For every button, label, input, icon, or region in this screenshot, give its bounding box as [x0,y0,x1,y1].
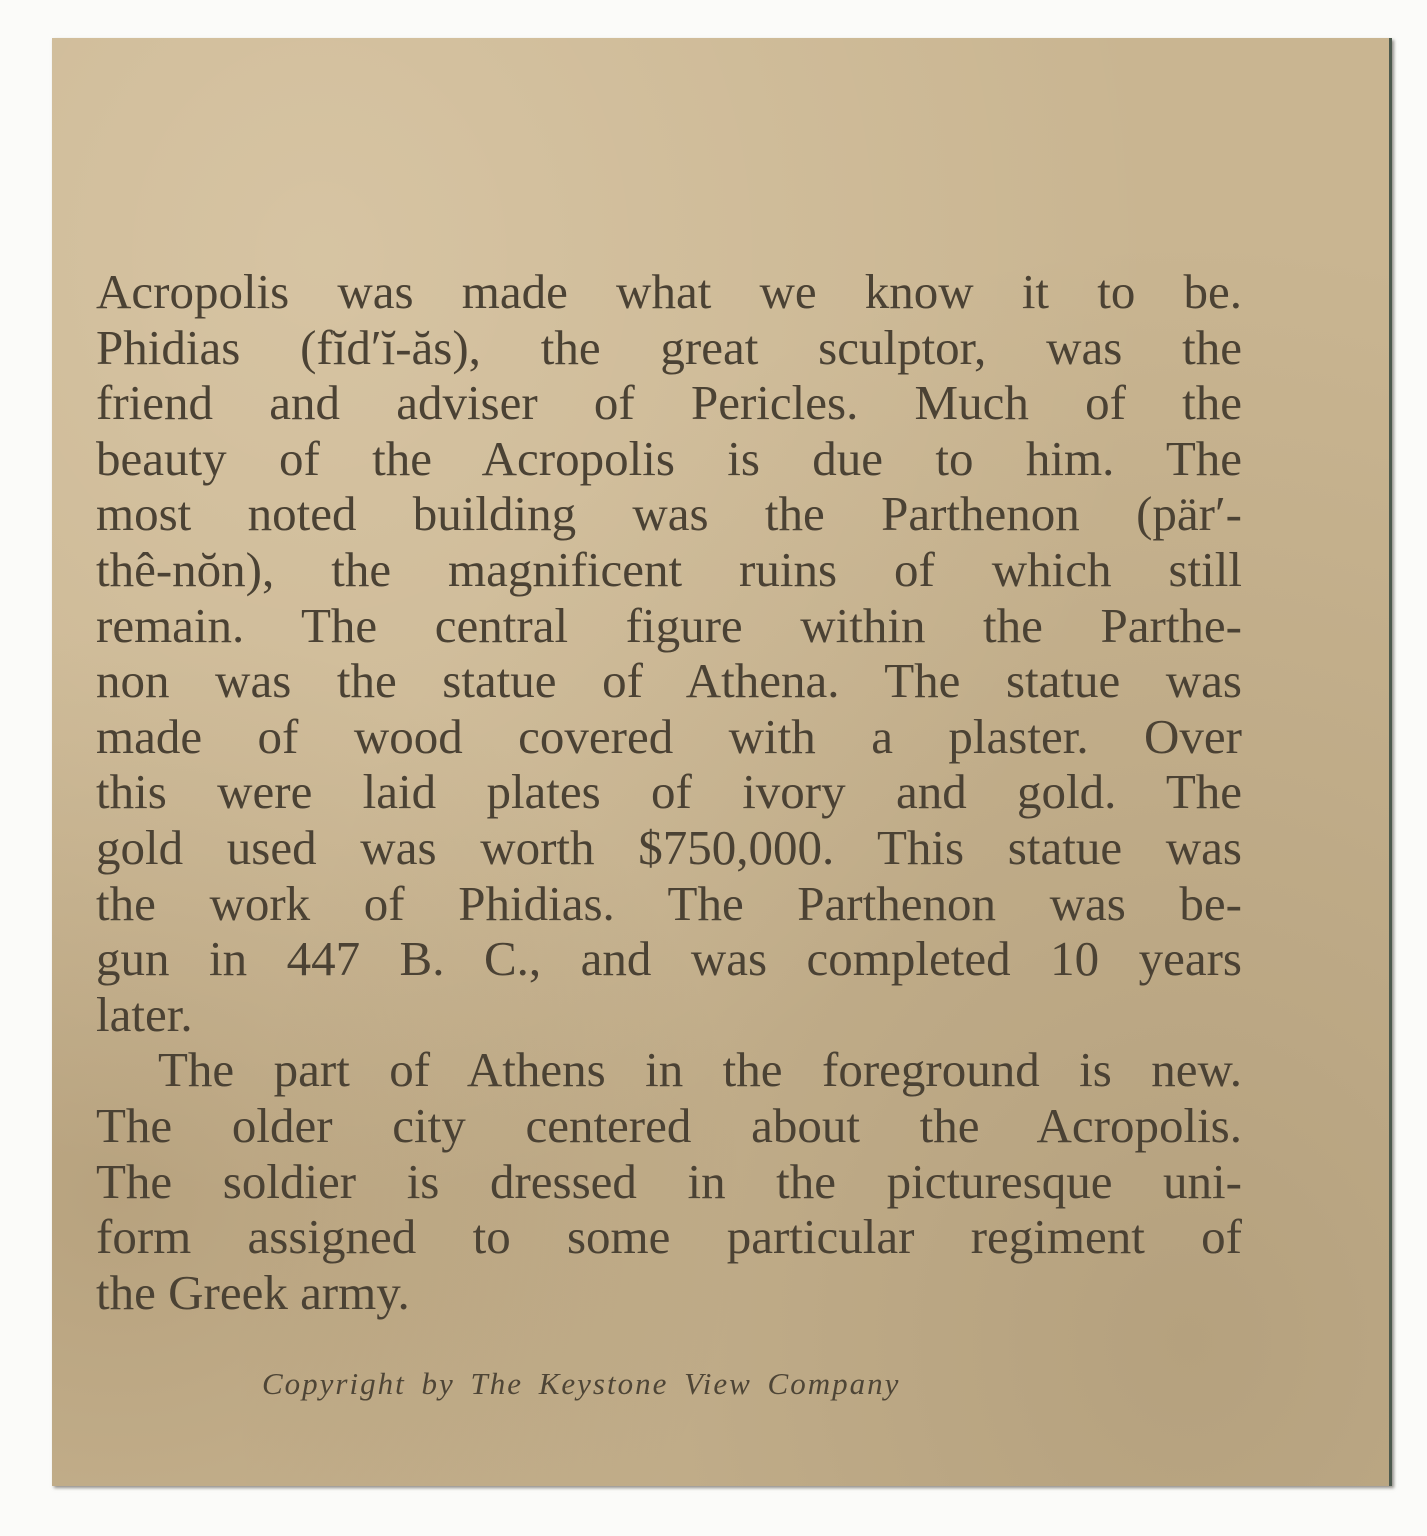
text-line: non was the statue of Athena. The statue was [96,653,1242,709]
text-line: the work of Phidias. The Parthenon was be- [96,875,1242,931]
text-line: Acropolis was made what we know it to be. [96,264,1242,319]
copyright-line: Copyright by The Keystone View Company [262,1366,901,1401]
text-line: thê-nŏn), the magnificent ruins of which still [96,541,1242,597]
text-line: gun in 447 B. C., and was completed 10 years [96,931,1242,987]
text-line: form assigned to some particular regiment of [96,1209,1242,1265]
text-line: friend and adviser of Pericles. Much of the [96,375,1242,431]
text-line: made of wood covered with a plaster. Over [96,708,1242,764]
text-line: most noted building was the Parthenon (pär′- [96,486,1242,542]
card-body-text [96,264,1242,1320]
text-line: remain. The central figure within the Parthe- [96,597,1242,653]
text-line: gold used was worth $750,000. This statue was [96,819,1242,875]
text-line: beauty of the Acropolis is due to him. The [96,430,1242,486]
text-line: the Greek army. [96,1264,410,1320]
text-line: The part of Athens in the foreground is new. [158,1042,1242,1098]
text-line: this were laid plates of ivory and gold. The [96,764,1242,820]
stereoview-card-back [52,38,1392,1486]
text-line: The older city centered about the Acropolis. [96,1097,1242,1153]
text-line: Phidias (fĭd′ĭ-ăs), the great sculptor, was the [96,319,1242,375]
text-line: The soldier is dressed in the picturesque uni- [96,1153,1242,1209]
text-line: later. [96,986,193,1042]
